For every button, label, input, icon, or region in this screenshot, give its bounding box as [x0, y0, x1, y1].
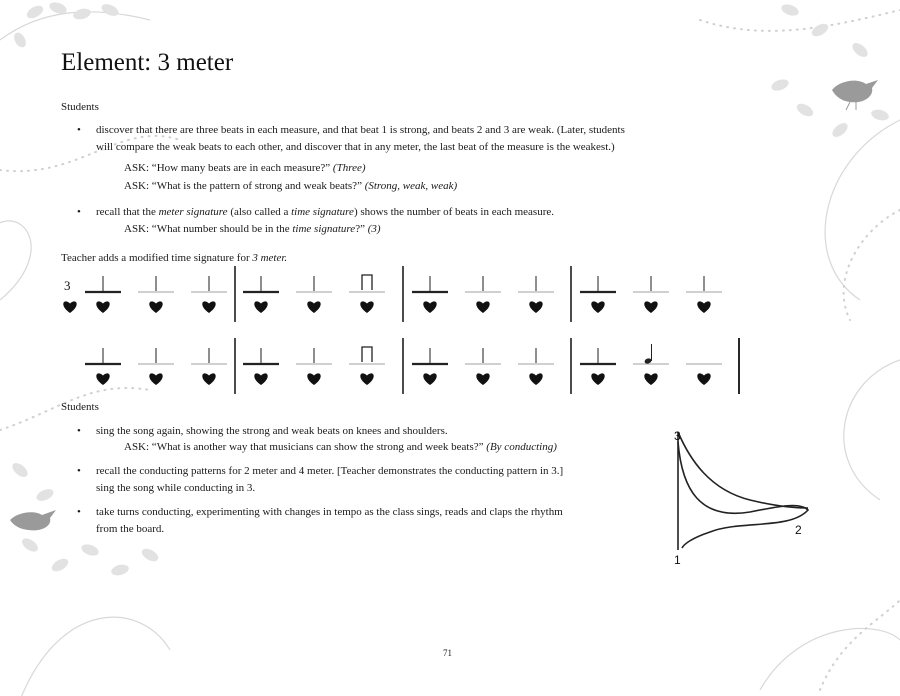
ask-question: ASK: “What is the pattern of strong and weak beats?” (Strong, weak, weak): [124, 180, 458, 192]
bullet-text: recall that the meter signature (also called a time signature) shows the number of beats in each measure.: [96, 206, 555, 218]
beat-heart: [96, 373, 109, 385]
bullet-text: sing the song again, showing the strong and weak beats on knees and shoulders.: [96, 425, 448, 437]
bullet-line: take turns conducting, experimenting with changes in tempo as the class sings, reads and claps the rhythm: [96, 506, 563, 518]
beat-path-return: [678, 432, 808, 508]
conducting-pattern-diagram: [660, 420, 820, 580]
ask-question: ASK: “What number should be in the time signature?” (3): [124, 223, 381, 235]
beat-1-label: 1: [674, 553, 681, 567]
beat-heart: [307, 373, 320, 385]
bullet-icon: •: [77, 465, 81, 477]
page-number: 71: [443, 648, 452, 658]
beat-heart: [307, 301, 320, 313]
ask-question: ASK: “What is another way that musicians can show the strong and week beats?” (By conducting): [124, 441, 557, 453]
beat-heart: [591, 301, 604, 313]
beat-heart: [423, 301, 436, 313]
bullet-line: sing the song while conducting in 3.: [96, 482, 256, 494]
bullet-text: [96, 504, 563, 538]
teacher-label: Teacher adds a modified time signature for 3 meter.: [61, 252, 288, 264]
eighth-note-pair: [362, 275, 372, 290]
beat-heart: [529, 301, 542, 313]
beat-heart: [202, 301, 215, 313]
beat-heart: [644, 373, 657, 385]
beat-heart: [360, 301, 373, 313]
bullet-icon: •: [77, 425, 81, 437]
beat-heart: [697, 301, 710, 313]
time-signature-number: 3: [64, 278, 71, 293]
beat-heart: [423, 373, 436, 385]
bullet-line: from the board.: [96, 523, 165, 535]
beat-heart: [96, 301, 109, 313]
bullet-icon: •: [77, 124, 81, 136]
bullet-line: will compare the weak beats to each other, and discover that in any meter, the last beat of the measure is the weakest.): [96, 141, 615, 153]
beat-heart: [476, 373, 489, 385]
time-signature-heart: [63, 301, 76, 313]
beat-path: [678, 442, 808, 548]
students-label: Students: [61, 401, 99, 413]
eighth-note-pair: [362, 347, 372, 362]
ask-question: ASK: “How many beats are in each measure?” (Three): [124, 162, 366, 174]
beat-heart: [202, 373, 215, 385]
beat-3-label: 3: [674, 429, 681, 443]
beat-heart: [254, 301, 267, 313]
bullet-icon: •: [77, 506, 81, 518]
beat-heart: [149, 301, 162, 313]
beat-heart: [476, 301, 489, 313]
bullet-line: recall the conducting patterns for 2 meter and 4 meter. [Teacher demonstrates the conducting pattern in 3.]: [96, 465, 564, 477]
page-title: Element: 3 meter: [61, 49, 234, 76]
students-label: Students: [61, 101, 99, 113]
beat-heart: [254, 373, 267, 385]
beat-heart: [644, 301, 657, 313]
beat-heart: [591, 373, 604, 385]
beat-heart: [529, 373, 542, 385]
beat-2-label: 2: [795, 523, 802, 537]
beat-heart: [360, 373, 373, 385]
beat-heart: [149, 373, 162, 385]
bullet-line: discover that there are three beats in each measure, and that beat 1 is strong, and beats 2 and 3 are weak. (Later, students: [96, 124, 625, 136]
bullet-icon: •: [77, 206, 81, 218]
bullet-text: [96, 463, 563, 497]
beat-heart: [697, 373, 710, 385]
